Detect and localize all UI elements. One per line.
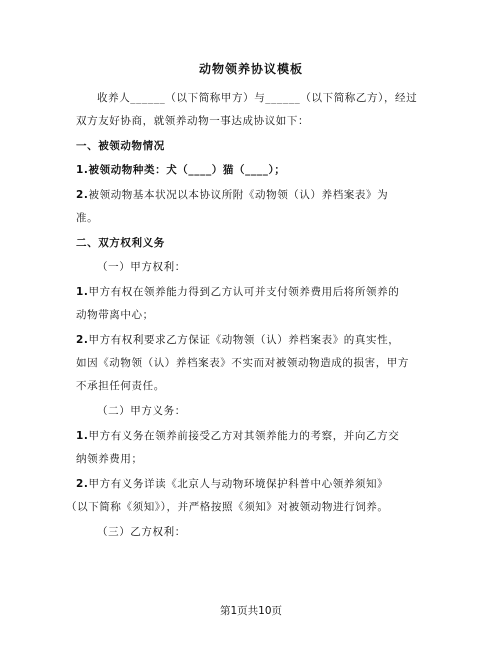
- paragraph-line: 动物带离中心；: [76, 309, 154, 321]
- page-footer: 第1页共10页: [219, 605, 283, 617]
- paragraph-line: 收养人______（以下简称甲方）与______（以下简称乙方），经过: [97, 92, 418, 104]
- item-text: 甲方有权利要求乙方保证《动物领（认）养档案表》的真实性，: [88, 334, 400, 346]
- list-item: [76, 429, 436, 443]
- item-text: 甲方有义务在领养前接受乙方对其领养能力的考察，并向乙方交: [88, 430, 400, 442]
- item-number: 1.: [76, 164, 89, 176]
- subsection-heading: （二）甲方义务：: [97, 405, 186, 417]
- item-number: 2.: [76, 478, 89, 490]
- paragraph-line: 双方友好协商，就领养动物一事达成协议如下：: [76, 115, 310, 127]
- paragraph-line: 如因《动物领（认）养档案表》不实而对被领动物造成的损害，甲方: [76, 357, 409, 369]
- list-item: [76, 333, 436, 347]
- item-number: 1.: [76, 430, 89, 442]
- item-number: 1.: [76, 286, 89, 298]
- section-heading: 二、双方权利义务: [76, 237, 165, 249]
- paragraph-line: 不承担任何责任。: [76, 380, 165, 392]
- item-number: 2.: [76, 334, 89, 346]
- item-text: 甲方有权在领养能力得到乙方认可并支付领养费用后将所领养的: [88, 286, 400, 298]
- item-text: 甲方有义务详读《北京人与动物环境保护科普中心领养须知》: [88, 478, 389, 490]
- paragraph-line: 纳领养费用；: [76, 453, 143, 465]
- list-item: [76, 188, 436, 202]
- subsection-heading: （三）乙方权利：: [97, 526, 186, 538]
- list-item: [76, 285, 436, 299]
- paragraph-line: （以下简称《须知》），并严格按照《须知》对被领动物进行饲养。: [66, 501, 389, 513]
- item-text: 被领动物基本状况以本协议所附《动物领（认）养档案表》为: [88, 189, 389, 201]
- list-item: [76, 477, 436, 491]
- list-item: [76, 163, 436, 177]
- item-text: 被领动物种类：犬（____）猫（____）；: [88, 164, 286, 176]
- section-heading: 一、被领动物情况: [76, 140, 165, 152]
- page-title: 动物领养协议模板: [198, 62, 303, 76]
- paragraph-line: 准。: [76, 212, 99, 224]
- item-number: 2.: [76, 189, 89, 201]
- subsection-heading: （一）甲方权利：: [97, 261, 186, 273]
